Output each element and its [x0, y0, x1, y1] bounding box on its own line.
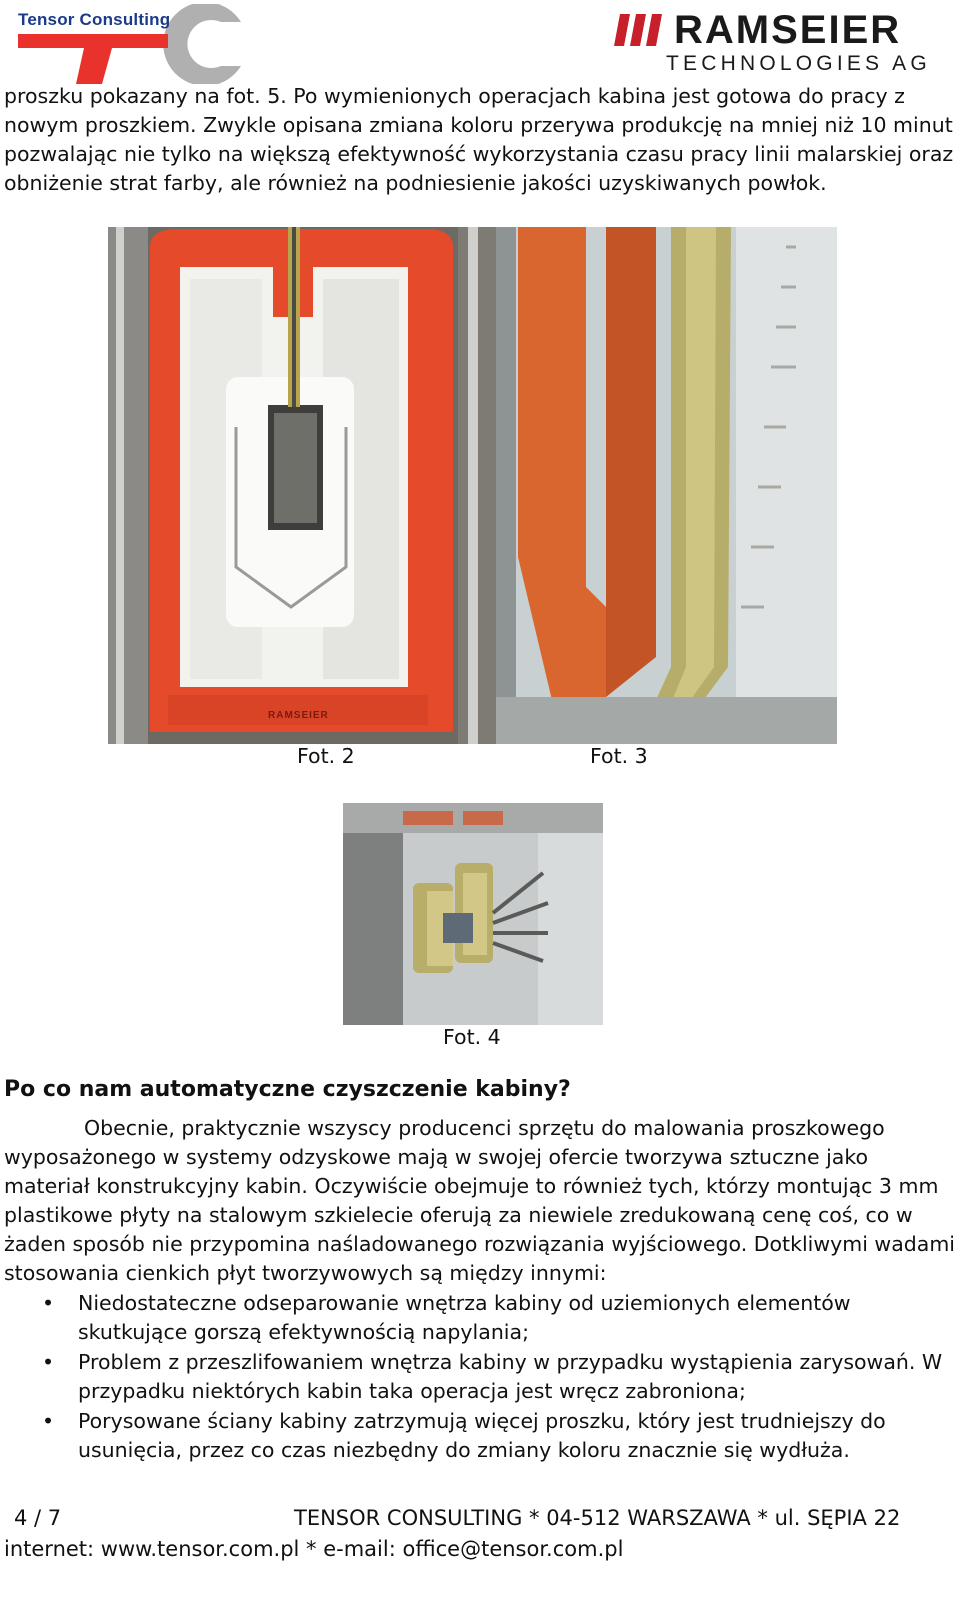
text-line: nowym proszkiem. Zwykle opisana zmiana koloru przerywa produkcję na mniej niż 10 minut [4, 113, 953, 137]
bullet-icon: • [42, 1409, 55, 1433]
photo-caption-fot3: Fot. 3 [590, 744, 648, 768]
photo-booth-wall-detail [496, 227, 837, 744]
photo-cleaning-device [343, 803, 603, 1025]
contact-info: internet: www.tensor.com.pl * e-mail: office@tensor.com.pl [4, 1537, 624, 1561]
disadvantages-list [0, 1289, 950, 1466]
ramseier-logo [614, 6, 944, 76]
photo-caption-fot2: Fot. 2 [297, 744, 355, 768]
ramseier-logo-name: RAMSEIER [674, 8, 902, 52]
page-footer [0, 1506, 960, 1566]
intro-paragraph [4, 82, 954, 198]
tensor-consulting-logo [16, 4, 248, 84]
photo-booth-front [108, 227, 496, 744]
photo-caption-fot4: Fot. 4 [443, 1025, 501, 1049]
text-line: skutkujące gorszą efektywnością napylania; [78, 1320, 529, 1344]
bullet-icon: • [42, 1350, 55, 1374]
ramseier-bars-icon [614, 14, 670, 46]
text-line: stosowania cienkich płyt tworzywowych są między innymi: [4, 1261, 607, 1285]
text-line: proszku pokazany na fot. 5. Po wymienionych operacjach kabina jest gotowa do pracy z [4, 84, 905, 108]
text-line: materiał konstrukcyjny kabin. Oczywiście obejmuje to również tych, którzy montując 3 mm [4, 1174, 939, 1198]
list-item [0, 1348, 950, 1406]
section-paragraph [4, 1114, 954, 1288]
text-line: żaden sposób nie przypomina naśladowanego rozwiązania wyjściowego. Dotkliwymi wadami [4, 1232, 955, 1256]
text-line: Porysowane ściany kabiny zatrzymują więcej proszku, który jest trudniejszy do [78, 1409, 886, 1433]
page-number: 4 / 7 [14, 1506, 62, 1530]
bullet-icon: • [42, 1291, 55, 1315]
tensor-logo-text: Tensor Consulting [18, 10, 171, 29]
text-line: Obecnie, praktycznie wszyscy producenci sprzętu do malowania proszkowego [84, 1116, 885, 1140]
booth-brand-mark: RAMSEIER [268, 710, 329, 721]
ramseier-logo-subtitle: TECHNOLOGIES AG [666, 52, 931, 75]
text-line: Niedostateczne odseparowanie wnętrza kabiny od uziemionych elementów [78, 1291, 851, 1315]
text-line: plastikowe płyty na stalowym szkielecie oferują za niewiele zredukowaną cenę coś, co w [4, 1203, 913, 1227]
section-heading: Po co nam automatyczne czyszczenie kabiny? [4, 1077, 571, 1102]
list-item [0, 1407, 950, 1465]
text-line: usunięcia, przez co czas niezbędny do zmiany koloru znacznie się wydłuża. [78, 1438, 850, 1462]
list-item [0, 1289, 950, 1347]
text-line: Problem z przeszlifowaniem wnętrza kabiny w przypadku wystąpienia zarysowań. W [78, 1350, 943, 1374]
company-address: TENSOR CONSULTING * 04-512 WARSZAWA * ul. SĘPIA 22 [294, 1506, 901, 1530]
text-line: pozwalając nie tylko na większą efektywność wykorzystania czasu pracy linii malarskiej oraz [4, 142, 954, 166]
text-line: przypadku niektórych kabin taka operacja jest wręcz zabroniona; [78, 1379, 746, 1403]
text-line: obniżenie strat farby, ale również na podniesienie jakości uzyskiwanych powłok. [4, 171, 827, 195]
text-line: wyposażonego w systemy odzyskowe mają w swojej ofercie tworzywa sztuczne jako [4, 1145, 869, 1169]
